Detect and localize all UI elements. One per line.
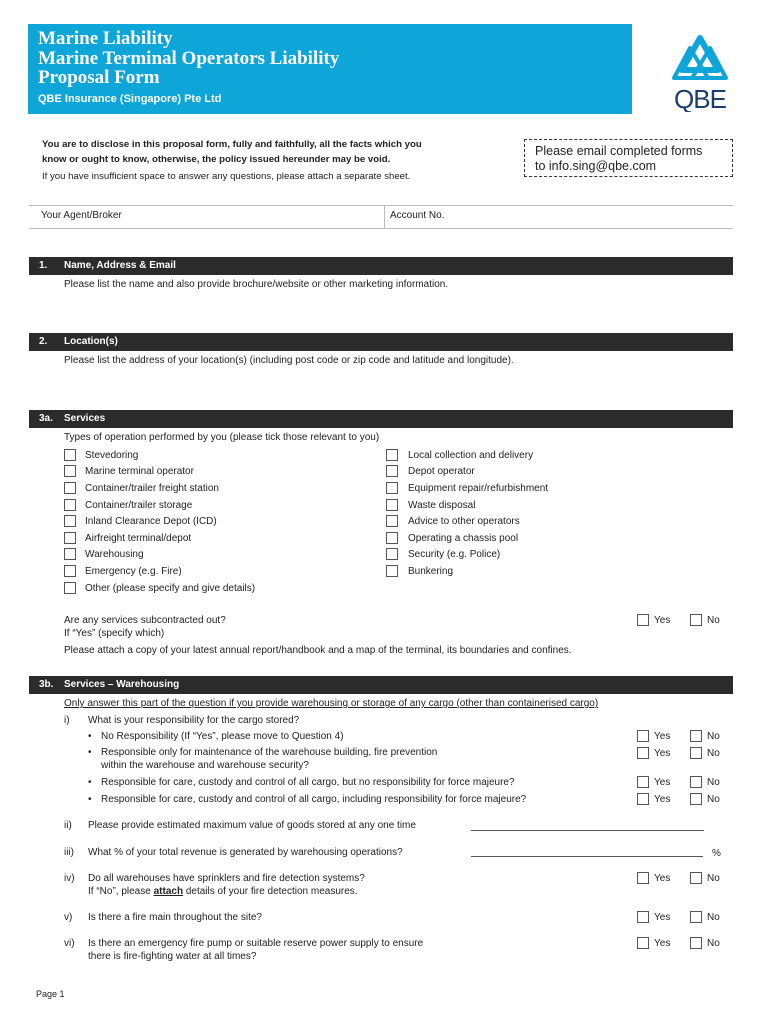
page-number: Page 1 [36,989,65,999]
intro-text [42,137,487,184]
title-line: Marine Terminal Operators Liability [38,47,340,69]
yes-label: Yes [654,938,671,949]
maintenance-yes-checkbox[interactable] [637,747,649,759]
maintenance-no-checkbox[interactable] [690,747,702,759]
services-prompt: Types of operation performed by you (please tick those relevant to you) [64,432,380,443]
yes-label: Yes [654,794,671,805]
no-responsibility-yes-checkbox[interactable] [637,730,649,742]
option-label: Operating a chassis pool [408,533,519,544]
email-line: to info.sing@qbe.com [535,159,657,173]
email-instructions-box [524,139,733,177]
question-number: vi) [64,938,75,949]
section-number: 3b. [39,679,54,690]
header-banner-edge [600,24,632,114]
qbe-logo [660,32,740,112]
bullet-text: Responsible only for maintenance of the warehouse building, fire prevention [101,747,438,758]
fire-pump-no-checkbox[interactable] [690,937,702,949]
checkbox-advice[interactable] [386,515,398,527]
checkbox-local-collection[interactable] [386,449,398,461]
section-number: 3a. [39,413,53,424]
care-no-force-majeure-no-checkbox[interactable] [690,776,702,788]
bullet-text: within the warehouse and warehouse security? [101,760,309,771]
sprinklers-yes-checkbox[interactable] [637,872,649,884]
question-revenue-percent: What % of your total revenue is generated by warehousing operations? [88,847,403,858]
section-number: 2. [39,336,48,347]
yes-label: Yes [654,731,671,742]
checkbox-icd[interactable] [64,515,76,527]
checkbox-other[interactable] [64,582,76,594]
percent-unit: % [712,848,721,859]
checkbox-emergency[interactable] [64,565,76,577]
bullet-dot: • [88,777,92,788]
option-label: Advice to other operators [408,516,520,527]
section-1-instructions: Please list the name and also provide brochure/website or other marketing information. [64,279,449,290]
yes-label: Yes [654,777,671,788]
yes-label: Yes [654,748,671,759]
no-label: No [707,731,720,742]
option-label: Local collection and delivery [408,450,534,461]
subcontract-question: Are any services subcontracted out? [64,615,226,626]
option-label: Waste disposal [408,500,476,511]
followup-suffix: details of your fire detection measures. [183,886,358,897]
option-label: Other (please specify and give details) [85,583,256,594]
section-2-instructions: Please list the address of your location(s) (including post code or zip code and latitude and longitude). [64,355,514,366]
option-label: Stevedoring [85,450,139,461]
checkbox-equipment-repair[interactable] [386,482,398,494]
form-title [38,29,339,88]
fire-pump-yes-checkbox[interactable] [637,937,649,949]
company-name: QBE Insurance (Singapore) Pte Ltd [38,93,222,105]
no-label: No [707,794,720,805]
section-1-header [29,257,733,275]
option-label: Container/trailer storage [85,500,193,511]
question-fire-pump: Is there an emergency fire pump or suitable reserve power supply to ensure [88,938,424,949]
checkbox-chassis-pool[interactable] [386,532,398,544]
title-line: Proposal Form [38,67,160,88]
email-line: Please email completed forms [535,144,703,158]
question-number: ii) [64,820,72,831]
checkbox-airfreight[interactable] [64,532,76,544]
intro-line: know or ought to know, otherwise, the policy issued hereunder may be void. [42,154,391,165]
intro-line: If you have insufficient space to answer any questions, please attach a separate sheet. [42,171,411,182]
option-label: Security (e.g. Police) [408,549,501,560]
checkbox-depot-operator[interactable] [386,465,398,477]
no-responsibility-no-checkbox[interactable] [690,730,702,742]
question-responsibility: What is your responsibility for the cargo stored? [88,715,300,726]
no-label: No [707,777,720,788]
care-force-majeure-no-checkbox[interactable] [690,793,702,805]
title-line: Marine Liability [38,28,173,49]
no-label: No [707,748,720,759]
subcontract-yes-checkbox[interactable] [637,614,649,626]
subcontract-if-yes: If “Yes” (specify which) [64,628,165,639]
no-label: No [707,615,720,626]
checkbox-trailer-storage[interactable] [64,499,76,511]
checkbox-warehousing[interactable] [64,548,76,560]
option-label: Container/trailer freight station [85,483,219,494]
fire-main-yes-checkbox[interactable] [637,911,649,923]
question-number: v) [64,912,73,923]
attach-report-note: Please attach a copy of your latest annual report/handbook and a map of the terminal, its boundaries and confines. [64,645,572,656]
section-title: Services [64,413,106,424]
logo-text: QBE [674,84,726,112]
account-no-label: Account No. [390,210,445,221]
no-label: No [707,873,720,884]
bullet-dot: • [88,747,92,758]
no-label: No [707,912,720,923]
section-2-header [29,333,733,351]
checkbox-security[interactable] [386,548,398,560]
checkbox-stevedoring[interactable] [64,449,76,461]
question-fire-main: Is there a fire main throughout the site? [88,912,262,923]
section-3a-header [29,410,733,428]
section-title: Location(s) [64,336,118,347]
checkbox-freight-station[interactable] [64,482,76,494]
bullet-dot: • [88,794,92,805]
checkbox-waste-disposal[interactable] [386,499,398,511]
question-max-value: Please provide estimated maximum value of goods stored at any one time [88,820,416,831]
care-force-majeure-yes-checkbox[interactable] [637,793,649,805]
question-number: iii) [64,847,74,858]
option-label: Equipment repair/refurbishment [408,483,549,494]
checkbox-marine-terminal-operator[interactable] [64,465,76,477]
revenue-percent-input-line[interactable] [471,856,703,857]
question-sprinklers: Do all warehouses have sprinklers and fire detection systems? [88,873,365,884]
question-number: i) [64,715,70,726]
max-value-input-line[interactable] [471,830,704,831]
question-fire-pump-cont: there is fire-fighting water at all times? [88,951,257,962]
yes-label: Yes [654,615,671,626]
bullet-text: Responsible for care, custody and control of all cargo, but no responsibility for force majeure? [101,777,515,788]
agent-row-divider [384,205,385,228]
followup-prefix: If “No”, please [88,886,154,897]
option-label: Inland Clearance Depot (ICD) [85,516,217,527]
section-title: Services – Warehousing [64,679,180,690]
yes-label: Yes [654,912,671,923]
no-label: No [707,938,720,949]
option-label: Depot operator [408,466,475,477]
option-label: Warehousing [85,549,144,560]
yes-label: Yes [654,873,671,884]
attach-emphasis: attach [153,886,184,897]
agent-broker-label: Your Agent/Broker [41,210,122,221]
sprinklers-no-checkbox[interactable] [690,872,702,884]
option-label: Bunkering [408,566,454,577]
question-number: iv) [64,873,75,884]
bullet-text: No Responsibility (If “Yes”, please move to Question 4) [101,731,344,742]
agent-broker-row[interactable] [29,205,733,229]
care-no-force-majeure-yes-checkbox[interactable] [637,776,649,788]
section-3b-header [29,676,733,694]
option-label: Emergency (e.g. Fire) [85,566,182,577]
bullet-text: Responsible for care, custody and control of all cargo, including responsibility for force majeure? [101,794,527,805]
checkbox-bunkering[interactable] [386,565,398,577]
subcontract-no-checkbox[interactable] [690,614,702,626]
option-label: Marine terminal operator [85,466,194,477]
section-title: Name, Address & Email [64,260,176,271]
option-label: Airfreight terminal/depot [85,533,192,544]
intro-line: You are to disclose in this proposal form, fully and faithfully, all the facts which you [42,139,422,150]
warehousing-note: Only answer this part of the question if you provide warehousing or storage of any cargo (other than containerised cargo) [64,698,599,709]
bullet-dot: • [88,731,92,742]
question-sprinklers-followup [88,885,358,898]
fire-main-no-checkbox[interactable] [690,911,702,923]
section-number: 1. [39,260,48,271]
